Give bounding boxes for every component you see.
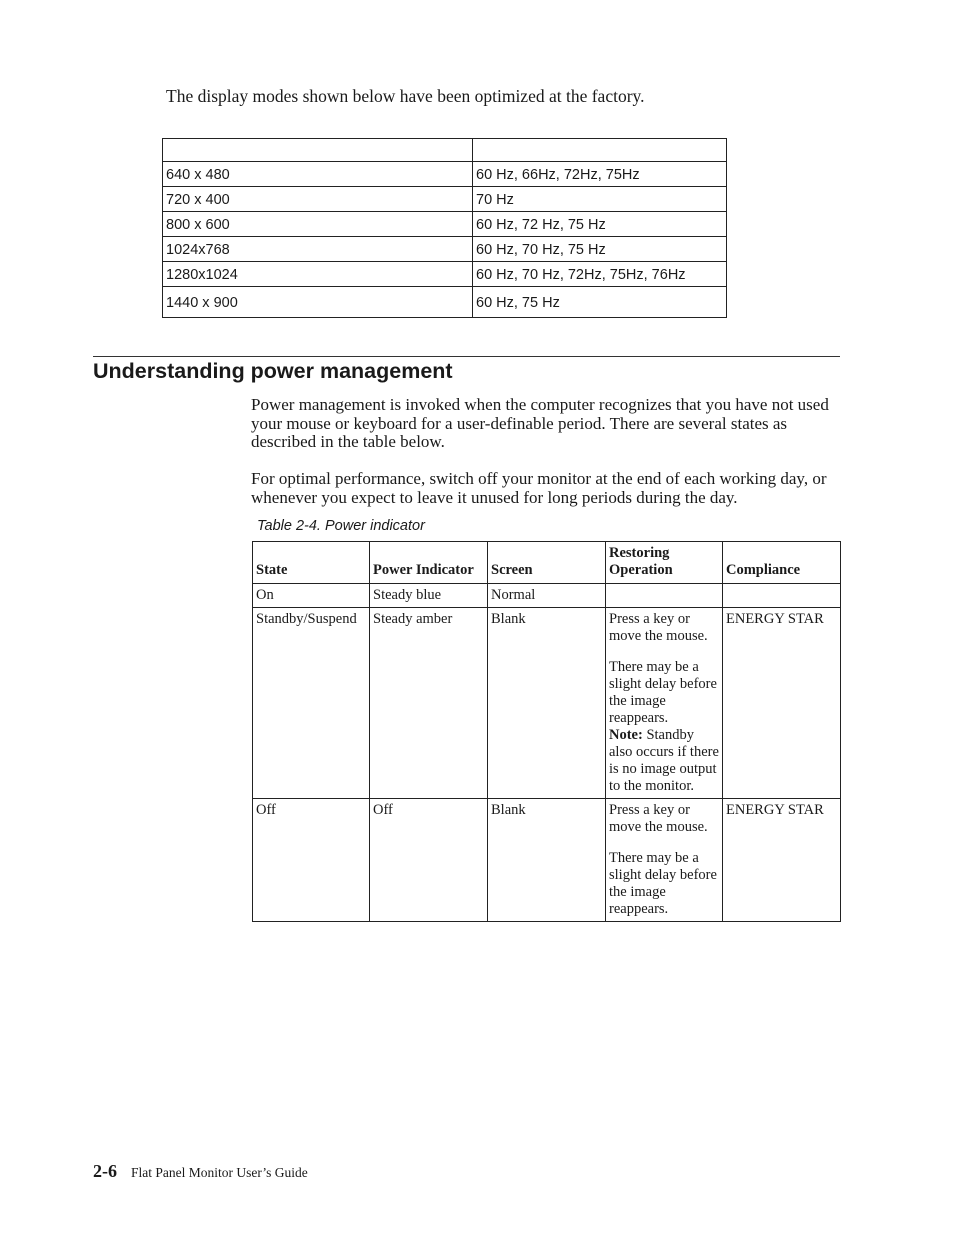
resolution-cell: 800 x 600 — [163, 212, 473, 237]
table-header-row — [253, 542, 841, 584]
header-cell-resolution — [163, 139, 473, 162]
table-row — [163, 212, 727, 237]
state-cell: Standby/Suspend — [253, 608, 370, 799]
compliance-cell: ENERGY STAR — [723, 799, 841, 922]
state-cell: On — [253, 584, 370, 608]
guide-title: Flat Panel Monitor User’s Guide — [131, 1165, 308, 1180]
restoring-text: Press a key or move the mouse. — [609, 611, 708, 644]
paragraph-gap — [609, 836, 719, 850]
header-cell-refresh — [473, 139, 727, 162]
resolution-cell: 1440 x 900 — [163, 287, 473, 318]
table-row — [253, 608, 841, 799]
table-caption: Table 2-4. Power indicator — [257, 518, 425, 534]
table-row — [163, 262, 727, 287]
body-paragraph: For optimal performance, switch off your monitor at the end of each working day, or whenever you expect to leave it unused for long periods during the day. — [251, 469, 827, 507]
table-row — [163, 162, 727, 187]
page-footer — [93, 1161, 308, 1182]
display-modes-table — [162, 138, 727, 318]
note-label: Note: — [609, 727, 643, 743]
section-divider — [93, 356, 840, 357]
restoring-text: Press a key or move the mouse. — [609, 802, 708, 835]
restoring-cell — [606, 584, 723, 608]
note-text: Standby also occurs if there is no image output to the monitor. — [609, 727, 719, 794]
power-indicator-table — [252, 541, 841, 922]
header-screen: Screen — [488, 542, 606, 584]
resolution-cell: 1024x768 — [163, 237, 473, 262]
refresh-rate-cell: 60 Hz, 66Hz, 72Hz, 75Hz — [473, 162, 727, 187]
state-cell: Off — [253, 799, 370, 922]
paragraph-gap — [609, 645, 719, 659]
header-state: State — [253, 542, 370, 584]
body-paragraph: Power management is invoked when the computer recognizes that you have not used your mouse or keyboard for a user-definable period. There are several states as described in the table below. — [251, 395, 829, 451]
indicator-cell: Off — [370, 799, 488, 922]
note — [609, 727, 719, 795]
screen-cell: Blank — [488, 608, 606, 799]
refresh-rate-cell: 60 Hz, 70 Hz, 75 Hz — [473, 237, 727, 262]
header-compliance: Compliance — [723, 542, 841, 584]
restoring-text: There may be a slight delay before the image reappears. — [609, 850, 717, 917]
intro-text: The display modes shown below have been optimized at the factory. — [166, 86, 645, 106]
restoring-cell — [606, 799, 723, 922]
header-restoring-operation: Restoring Operation — [606, 542, 723, 584]
compliance-cell — [723, 584, 841, 608]
page-number: 2-6 — [93, 1161, 117, 1181]
table-row — [163, 237, 727, 262]
screen-cell: Blank — [488, 799, 606, 922]
table-header-row — [163, 139, 727, 162]
indicator-cell: Steady blue — [370, 584, 488, 608]
compliance-cell: ENERGY STAR — [723, 608, 841, 799]
table-row — [163, 187, 727, 212]
refresh-rate-cell: 60 Hz, 70 Hz, 72Hz, 75Hz, 76Hz — [473, 262, 727, 287]
screen-cell: Normal — [488, 584, 606, 608]
header-power-indicator: Power Indicator — [370, 542, 488, 584]
indicator-cell: Steady amber — [370, 608, 488, 799]
refresh-rate-cell: 70 Hz — [473, 187, 727, 212]
table-row — [163, 287, 727, 318]
refresh-rate-cell: 60 Hz, 72 Hz, 75 Hz — [473, 212, 727, 237]
table-row — [253, 799, 841, 922]
resolution-cell: 720 x 400 — [163, 187, 473, 212]
resolution-cell: 1280x1024 — [163, 262, 473, 287]
restoring-cell — [606, 608, 723, 799]
restoring-text: There may be a slight delay before the image reappears. — [609, 659, 717, 726]
resolution-cell: 640 x 480 — [163, 162, 473, 187]
table-row — [253, 584, 841, 608]
section-title: Understanding power management — [93, 359, 453, 383]
refresh-rate-cell: 60 Hz, 75 Hz — [473, 287, 727, 318]
